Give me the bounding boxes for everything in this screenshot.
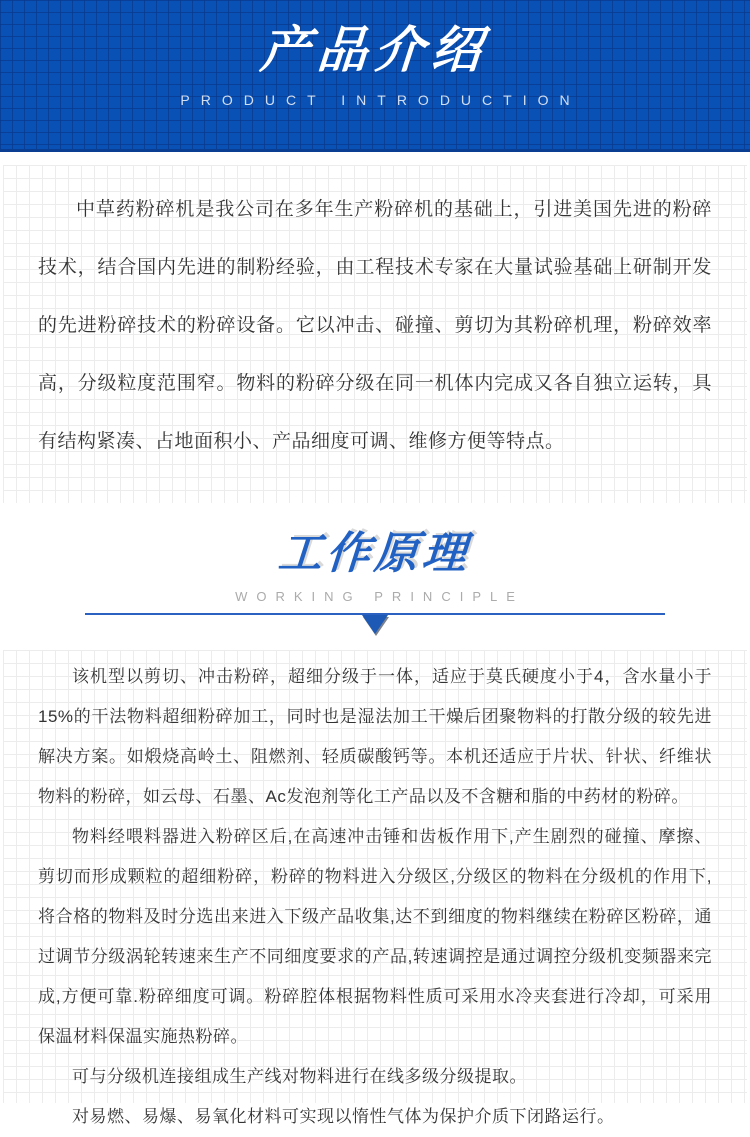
principle-paragraph: 物料经喂料器进入粉碎区后,在高速冲击锤和齿板作用下,产生剧烈的碰撞、摩擦、剪切而形成颗粒的超细粉碎，粉碎的物料进入分级区,分级区的物料在分级机的作用下,将合格的物料及时分选出来进入下级产品收集,达不到细度的物料继续在粉碎区粉碎，通过调节分级涡轮转速来生产不同细度要求的产品,转速调控是通过调控分级机变频器来完成,方便可靠.粉碎细度可调。粉碎腔体根据物料性质可采用水冷夹套进行冷却，可采用保温材料保温实施热粉碎。 [38, 827, 712, 1046]
section-gap [0, 152, 750, 165]
divider-line [85, 613, 665, 635]
working-principle-section [0, 650, 750, 1126]
intro-paragraph: 中草药粉碎机是我公司在多年生产粉碎机的基础上，引进美国先进的粉碎技术，结合国内先进的制粉经验，由工程技术专家在大量试验基础上研制开发的先进粉碎技术的粉碎设备。它以冲击、碰撞、剪切为其粉碎机理，粉碎效率高，分级粒度范围窄。物料的粉碎分级在同一机体内完成又各自独立运转，具有结构紧凑、占地面积小、产品细度可调、维修方便等特点。 [38, 199, 712, 452]
section-subtitle: WORKING PRINCIPLE [235, 589, 524, 604]
principle-paragraph: 对易燃、易爆、易氧化材料可实现以惰性气体为保护介质下闭路运行。 [72, 1107, 615, 1126]
down-arrow-icon [362, 615, 388, 634]
page-subtitle: PRODUCT INTRODUCTION [180, 92, 581, 108]
page-title: 产品介绍 [258, 22, 491, 78]
intro-section [0, 165, 750, 503]
working-principle-header [0, 503, 750, 650]
principle-paragraph: 该机型以剪切、冲击粉碎，超细分级于一体，适应于莫氏硬度小于4，含水量小于15%的干法物料超细粉碎加工，同时也是湿法加工干燥后团聚物料的打散分级的较先进解决方案。如煅烧高岭土、阻燃剂、轻质碳酸钙等。本机还适应于片状、针状、纤维状物料的粉碎，如云母、石墨、Ac发泡剂等化工产品以及不含糖和脂的中药材的粉碎。 [38, 667, 712, 806]
principle-paragraph: 可与分级机连接组成生产线对物料进行在线多级分级提取。 [72, 1067, 527, 1086]
header-banner [0, 0, 750, 152]
section-title: 工作原理 [276, 529, 472, 578]
